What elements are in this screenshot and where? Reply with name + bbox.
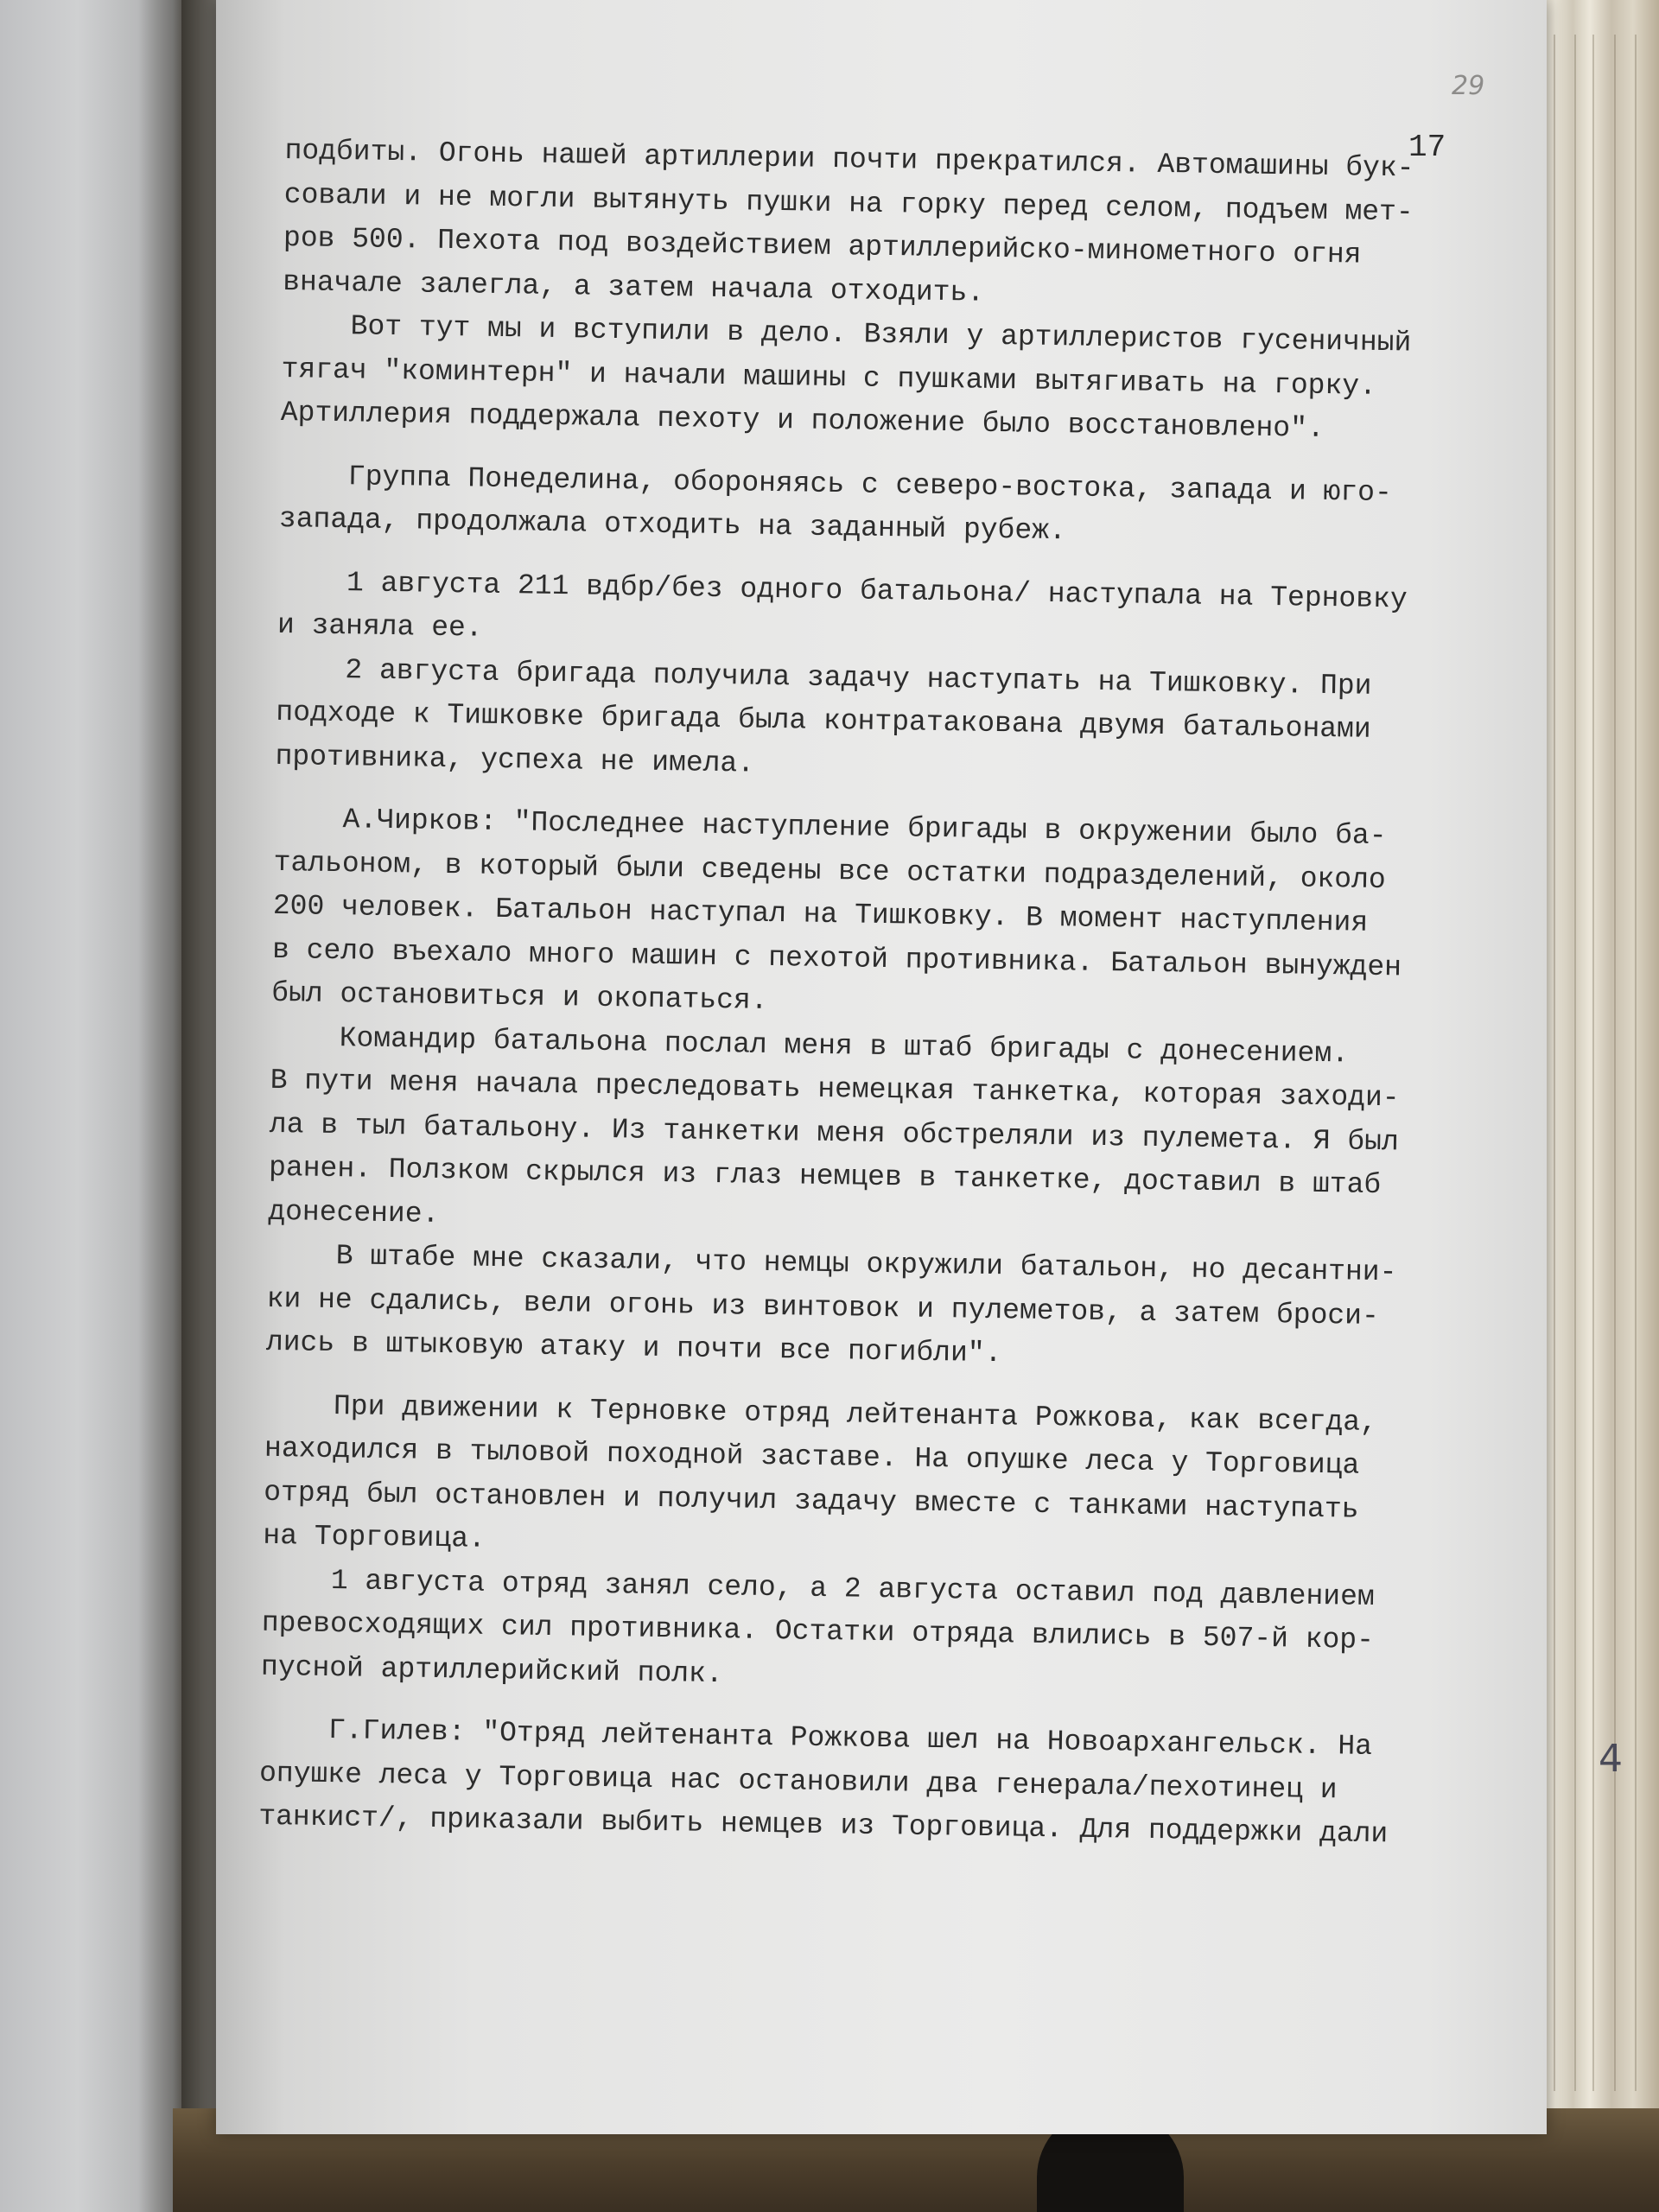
paragraph: [258, 1708, 1487, 1859]
text-line: При движении к Терновке отряд лейтенанта Рожкова, как всегда,: [264, 1389, 1378, 1439]
margin-pencil-mark: 4: [1599, 1737, 1623, 1781]
text-line: на Торговица.: [263, 1519, 486, 1555]
text-line: 2 августа бригада получила задачу наступать на Тишковку. При: [276, 652, 1372, 702]
text-line: донесение.: [268, 1195, 440, 1230]
paragraph: [268, 1015, 1498, 1253]
text-line: отряд был остановлен и получил задачу вместе с танками наступать: [263, 1476, 1359, 1526]
text-line: Командир батальона послал меня в штаб бригады с донесением.: [270, 1020, 1350, 1070]
page-edge-line: [1574, 35, 1576, 2091]
text-line: противника, успеха не имела.: [275, 740, 755, 780]
page-number: 17: [1408, 130, 1446, 165]
text-line: совали и не могли вытянуть пушки на горку перед селом, подъем мет-: [283, 178, 1414, 229]
text-line: вначале залегла, а затем начала отходить.: [282, 265, 985, 309]
text-line: опушке леса у Торговица нас остановили два генерала/пехотинец и: [258, 1757, 1338, 1806]
paragraph: [266, 1234, 1495, 1384]
page-edge-line: [1554, 35, 1555, 2091]
text-line: В штабе мне сказали, что немцы окружили батальон, но десантни-: [267, 1238, 1397, 1289]
paragraph: [271, 798, 1502, 1035]
text-line: лись в штыковую атаку и почти все погибли".: [265, 1325, 1002, 1370]
paragraph: [261, 1558, 1490, 1708]
archive-folio-number: 29: [1452, 71, 1485, 101]
text-line: пусной артиллерийский полк.: [260, 1650, 723, 1690]
paragraph: [283, 130, 1512, 323]
text-line: Вот тут мы и вступили в дело. Взяли у артиллеристов гусеничный: [282, 308, 1412, 359]
right-page-stack: [1538, 0, 1659, 2108]
text-line: Группа Понеделина, обороняясь с северо-востока, запада и юго-: [279, 459, 1393, 509]
text-line: ки не сдались, вели огонь из винтовок и пулеметов, а затем броси-: [266, 1282, 1380, 1332]
text-line: танкист/, приказали выбить немцев из Торговица. Для поддержки дали: [258, 1800, 1389, 1851]
text-line: подбиты. Огонь нашей артиллерии почти прекратился. Автомашины бук-: [284, 134, 1414, 185]
text-line: 1 августа отряд занял село, а 2 августа оставил под давлением: [262, 1563, 1375, 1613]
text-line: 200 человек. Батальон наступал на Тишковку. В момент наступления: [272, 889, 1369, 939]
text-line: запада, продолжала отходить на заданный рубеж.: [278, 502, 1067, 548]
text-line: ранен. Ползком скрылся из глаз немцев в танкетке, доставил в штаб: [268, 1151, 1382, 1202]
page-edge-line: [1614, 35, 1616, 2091]
text-line: 1 августа 211 вдбр/без одного батальона/ наступала на Терновку: [277, 565, 1408, 615]
paragraph: [263, 1383, 1492, 1577]
text-line: подходе к Тишковке бригада была контратакована двумя батальонами: [276, 696, 1371, 746]
text-line: и заняла ее.: [276, 608, 483, 645]
text-line: находился в тыловой походной заставе. На опушке леса у Торговица: [264, 1432, 1360, 1482]
page-edge-line: [1635, 35, 1637, 2091]
paragraph: [275, 647, 1503, 798]
text-line: превосходящих сил противника. Остатки отряда влились в 507-й кор-: [261, 1606, 1375, 1657]
left-book-page: [0, 0, 181, 2212]
text-line: Г.Гилев: "Отряд лейтенанта Рожкова шел на Новоархангельск. На: [259, 1713, 1373, 1763]
text-line: тягач "коминтерн" и начали машины с пушками вытягивать на горку.: [281, 353, 1377, 403]
typewritten-page: [216, 0, 1623, 2134]
text-line: ла в тыл батальону. Из танкетки меня обстреляли из пулемета. Я был: [269, 1108, 1400, 1158]
text-line: в село въехало много машин с пехотой противника. Батальон вынужден: [271, 933, 1402, 983]
page-edge-line: [1592, 35, 1594, 2091]
text-line: тальоном, в который были сведены все остатки подразделений, около: [273, 846, 1387, 896]
text-line: Артиллерия поддержала пехоту и положение было восстановлено".: [280, 396, 1325, 445]
paragraph: [280, 304, 1509, 454]
text-line: В пути меня начала преследовать немецкая танкетка, которая заходи-: [270, 1064, 1400, 1115]
body-text: [258, 130, 1512, 1859]
text-line: был остановиться и окопаться.: [271, 976, 768, 1017]
text-line: ров 500. Пехота под воздействием артиллерийско-минометного огня: [283, 221, 1362, 271]
text-line: А.Чирков: "Последнее наступление бригады в окружении было ба-: [274, 802, 1387, 853]
